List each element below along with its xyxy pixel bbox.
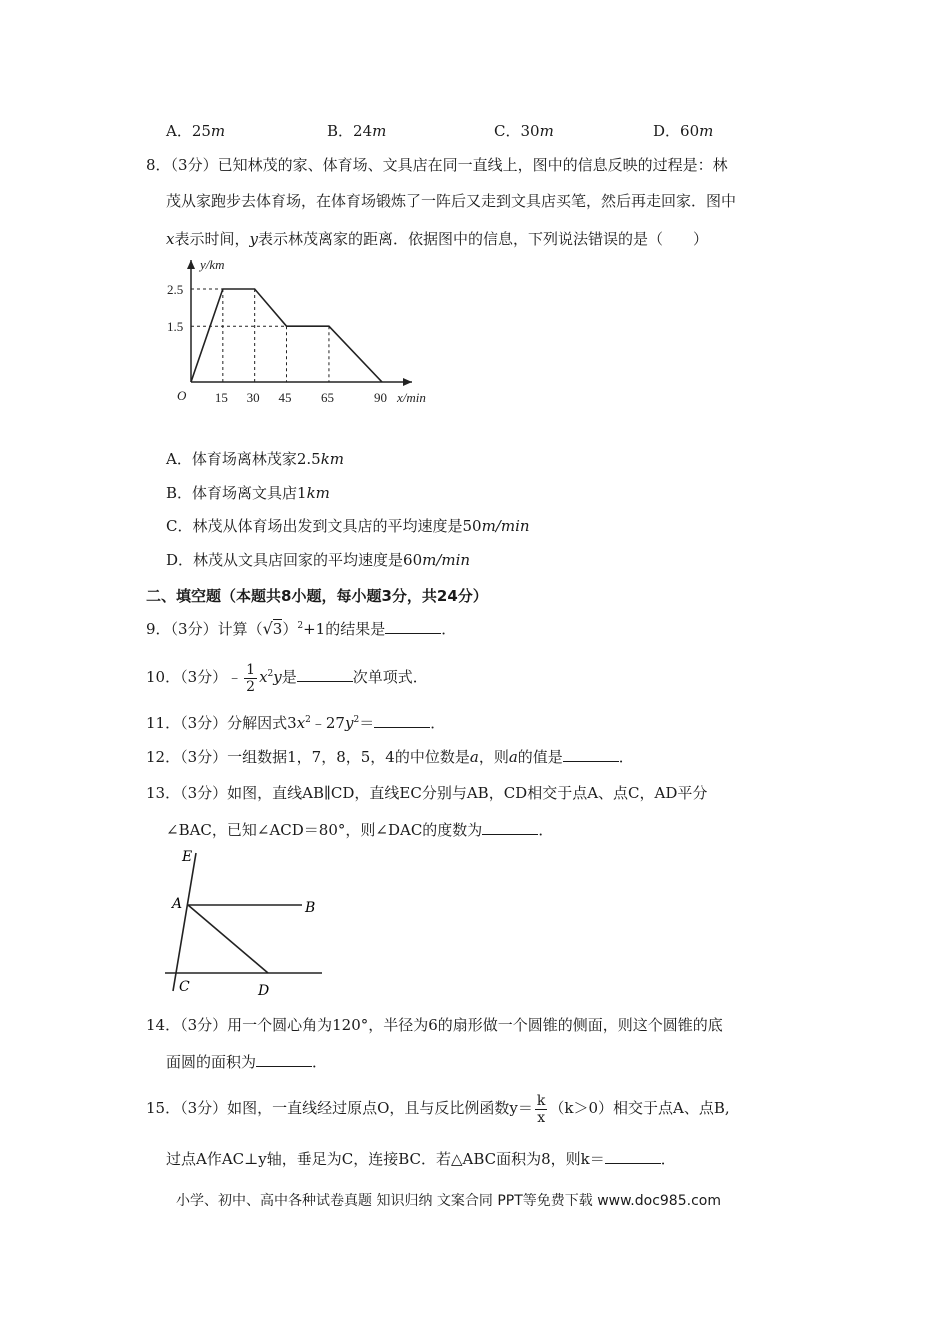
q10: 10．（3分）﹣ $\frac{1}{2}$ $x^2y$是 次单项式．	[146, 661, 428, 695]
y-axis-arrow	[187, 260, 195, 269]
x-tick-label-15: 15	[214, 390, 228, 405]
q8-option-d: D．林茂从文具店回家的平均速度是60m/min	[166, 551, 471, 569]
origin-label: O	[177, 388, 187, 403]
q14-line1: 14．（3分）用一个圆心角为120°，半径为6的扇形做一个圆锥的侧面，则这个圆锥的底	[146, 1016, 723, 1034]
y-tick-label-1.5: 1.5	[167, 319, 184, 335]
x-tick-label-65: 65	[320, 390, 334, 405]
sqrt-symbol: √	[262, 619, 273, 638]
y-axis-label: y/km	[200, 257, 225, 272]
y-tick-label-2.5: 2.5	[167, 282, 184, 297]
q11: 11．（3分）分解因式$3x^2﹣27y^2=$ ．	[146, 714, 446, 732]
q13-answer-blank[interactable]	[482, 820, 538, 835]
q10-answer-blank[interactable]	[297, 667, 353, 682]
q15-line2: 过点A作AC⊥y轴，垂足为C，连接BC．若△ABC面积为8，则k＝ ．	[166, 1150, 676, 1168]
q9: 9．（3分）计算$(√3)^2+1$的结果是 ．	[146, 619, 457, 638]
q7-option-d: D．60m	[653, 122, 714, 140]
q8-line1: 8．（3分）已知林茂的家、体育场、文具店在同一直线上，图中的信息反映的过程是：林	[146, 156, 728, 174]
q7-option-b: B．24m	[327, 122, 387, 140]
q15-line1: 15．（3分）如图，一直线经过原点O，且与反比例函数y＝ $\frac{k}{x}$ （k＞0）相交于点A、点B,	[146, 1092, 730, 1126]
x-axis-label: x/min	[397, 390, 426, 405]
x-axis-arrow	[403, 378, 412, 386]
line-ad	[188, 905, 268, 973]
label-b: B	[305, 900, 316, 916]
q8-distance-time-chart	[160, 252, 460, 412]
q14-answer-blank[interactable]	[256, 1052, 312, 1067]
q8-line3: x表示时间，y表示林茂离家的距离．依据图中的信息，下列说法错误的是（ ）	[166, 230, 708, 248]
q8-line2: 茂从家跑步去体育场，在体育场锻炼了一阵后又走到文具店买笔，然后再走回家．图中	[166, 192, 737, 210]
q11-answer-blank[interactable]	[374, 713, 430, 728]
q13-line2: ∠BAC，已知∠ACD＝80°，则∠DAC的度数为 ．	[166, 821, 554, 839]
x-tick-label-90: 90	[374, 390, 387, 405]
line-ec	[173, 853, 196, 991]
q8-option-c: C．林茂从体育场出发到文具店的平均速度是50m/min	[166, 517, 530, 535]
q13-line1: 13．（3分）如图，直线AB∥CD，直线EC分别与AB，CD相交于点A、点C，AD平分	[146, 784, 708, 802]
q8-option-a: A．体育场离林茂家2.5km	[166, 450, 345, 468]
footer-text: 小学、初中、高中各种试卷真题 知识归纳 文案合同 PPT等免费下载 www.doc985.com	[176, 1193, 721, 1209]
q12-answer-blank[interactable]	[563, 747, 619, 762]
q7-option-a: A．25m	[166, 122, 226, 140]
q15-answer-blank[interactable]	[605, 1149, 661, 1164]
q9-answer-blank[interactable]	[385, 619, 441, 634]
q14-line2: 面圆的面积为 ．	[166, 1053, 328, 1071]
q15-fraction: $\frac{k}{x}$	[536, 1092, 546, 1126]
q13-parallel-lines-figure	[160, 845, 330, 1000]
q10-fraction: $\frac{1}{2}$	[246, 661, 256, 695]
section2-title: 二、填空题（本题共8小题，每小题3分，共24分）	[146, 587, 488, 605]
label-a: A	[172, 896, 183, 912]
distance-series-line	[191, 289, 382, 382]
x-tick-label-30: 30	[246, 390, 260, 405]
q8-option-b: B．体育场离文具店1km	[166, 484, 330, 502]
x-tick-label-45: 45	[278, 390, 292, 405]
label-d: D	[258, 983, 270, 999]
q12: 12．（3分）一组数据1，7，8，5，4的中位数是a，则a的值是 ．	[146, 748, 634, 766]
q7-option-c: C．30m	[494, 122, 554, 140]
label-e: E	[182, 849, 193, 865]
label-c: C	[179, 979, 190, 995]
